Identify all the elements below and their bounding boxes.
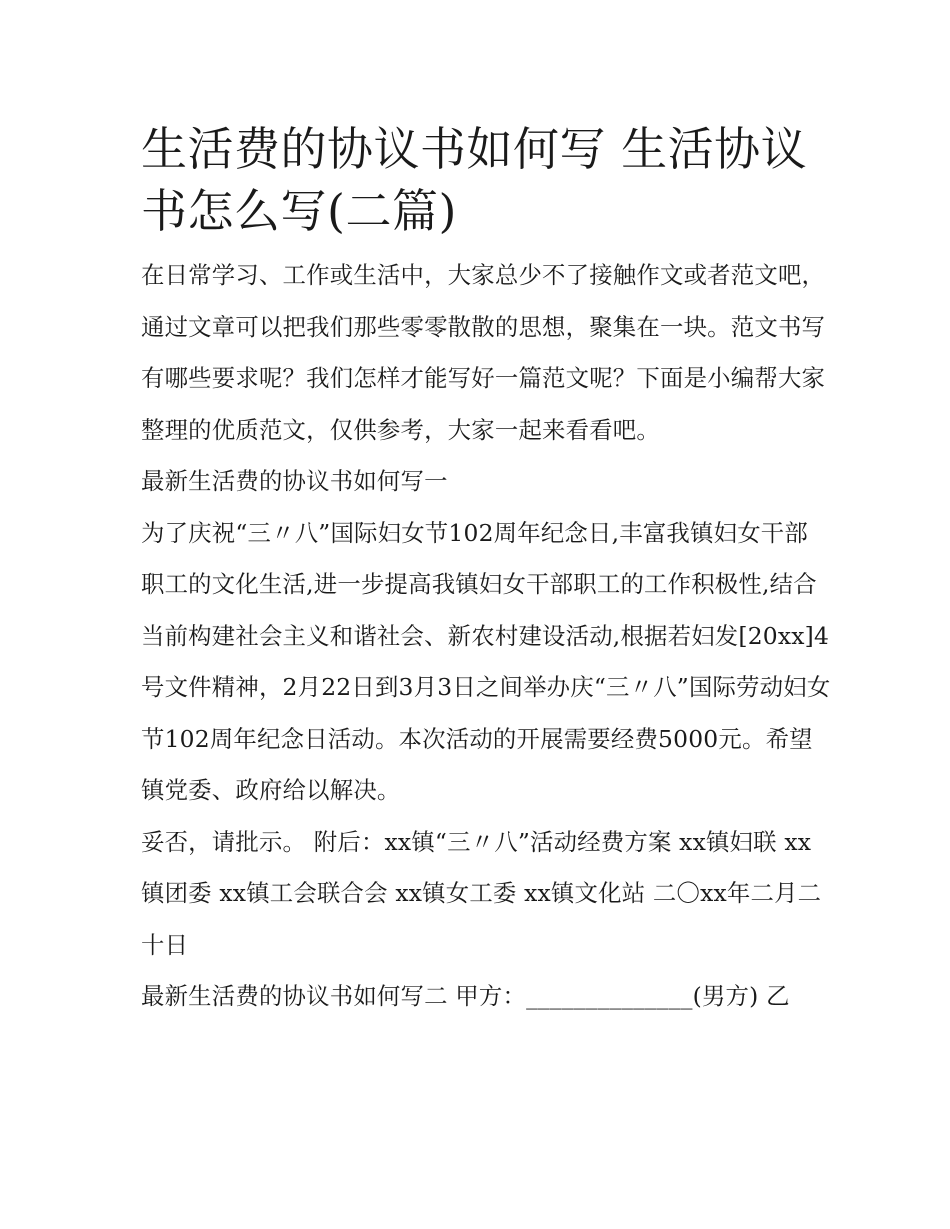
section-heading-two: 最新生活费的协议书如何写二 甲方：______________(男方) 乙 (141, 982, 790, 1010)
approval-paragraph: 妥否，请批示。 附后：xx镇“三〃八”活动经费方案 xx镇妇联 xx镇团委 xx镇工会联合会 xx镇女工委 xx镇文化站 二〇xx年二月二十日 (141, 827, 822, 959)
body-paragraph: 为了庆祝“三〃八”国际妇女节102周年纪念日,丰富我镇妇女干部职工的文化生活,进一步提高我镇妇女干部职工的工作积极性,结合当前构建社会主义和谐社会、新农村建设活动,根据若妇发[20xx]4号文件精神，2月22日到3月3日之间举办庆“三〃八”国际劳动妇女节102周年纪念日活动。本次活动的开展需要经费5000元。希望镇党委、政府给以解决。 (141, 518, 831, 804)
document-title: 生活费的协议书如何写 生活协议书怎么写(二篇) (141, 122, 808, 238)
intro-paragraph: 在日常学习、工作或生活中，大家总少不了接触作文或者范文吧，通过文章可以把我们那些零零散散的思想，聚集在一块。范文书写有哪些要求呢？我们怎样才能写好一篇范文呢？下面是小编帮大家整理的优质范文，仅供参考，大家一起来看看吧。 (141, 261, 826, 444)
section-heading-one: 最新生活费的协议书如何写一 (141, 467, 448, 495)
document-body (141, 118, 831, 1023)
